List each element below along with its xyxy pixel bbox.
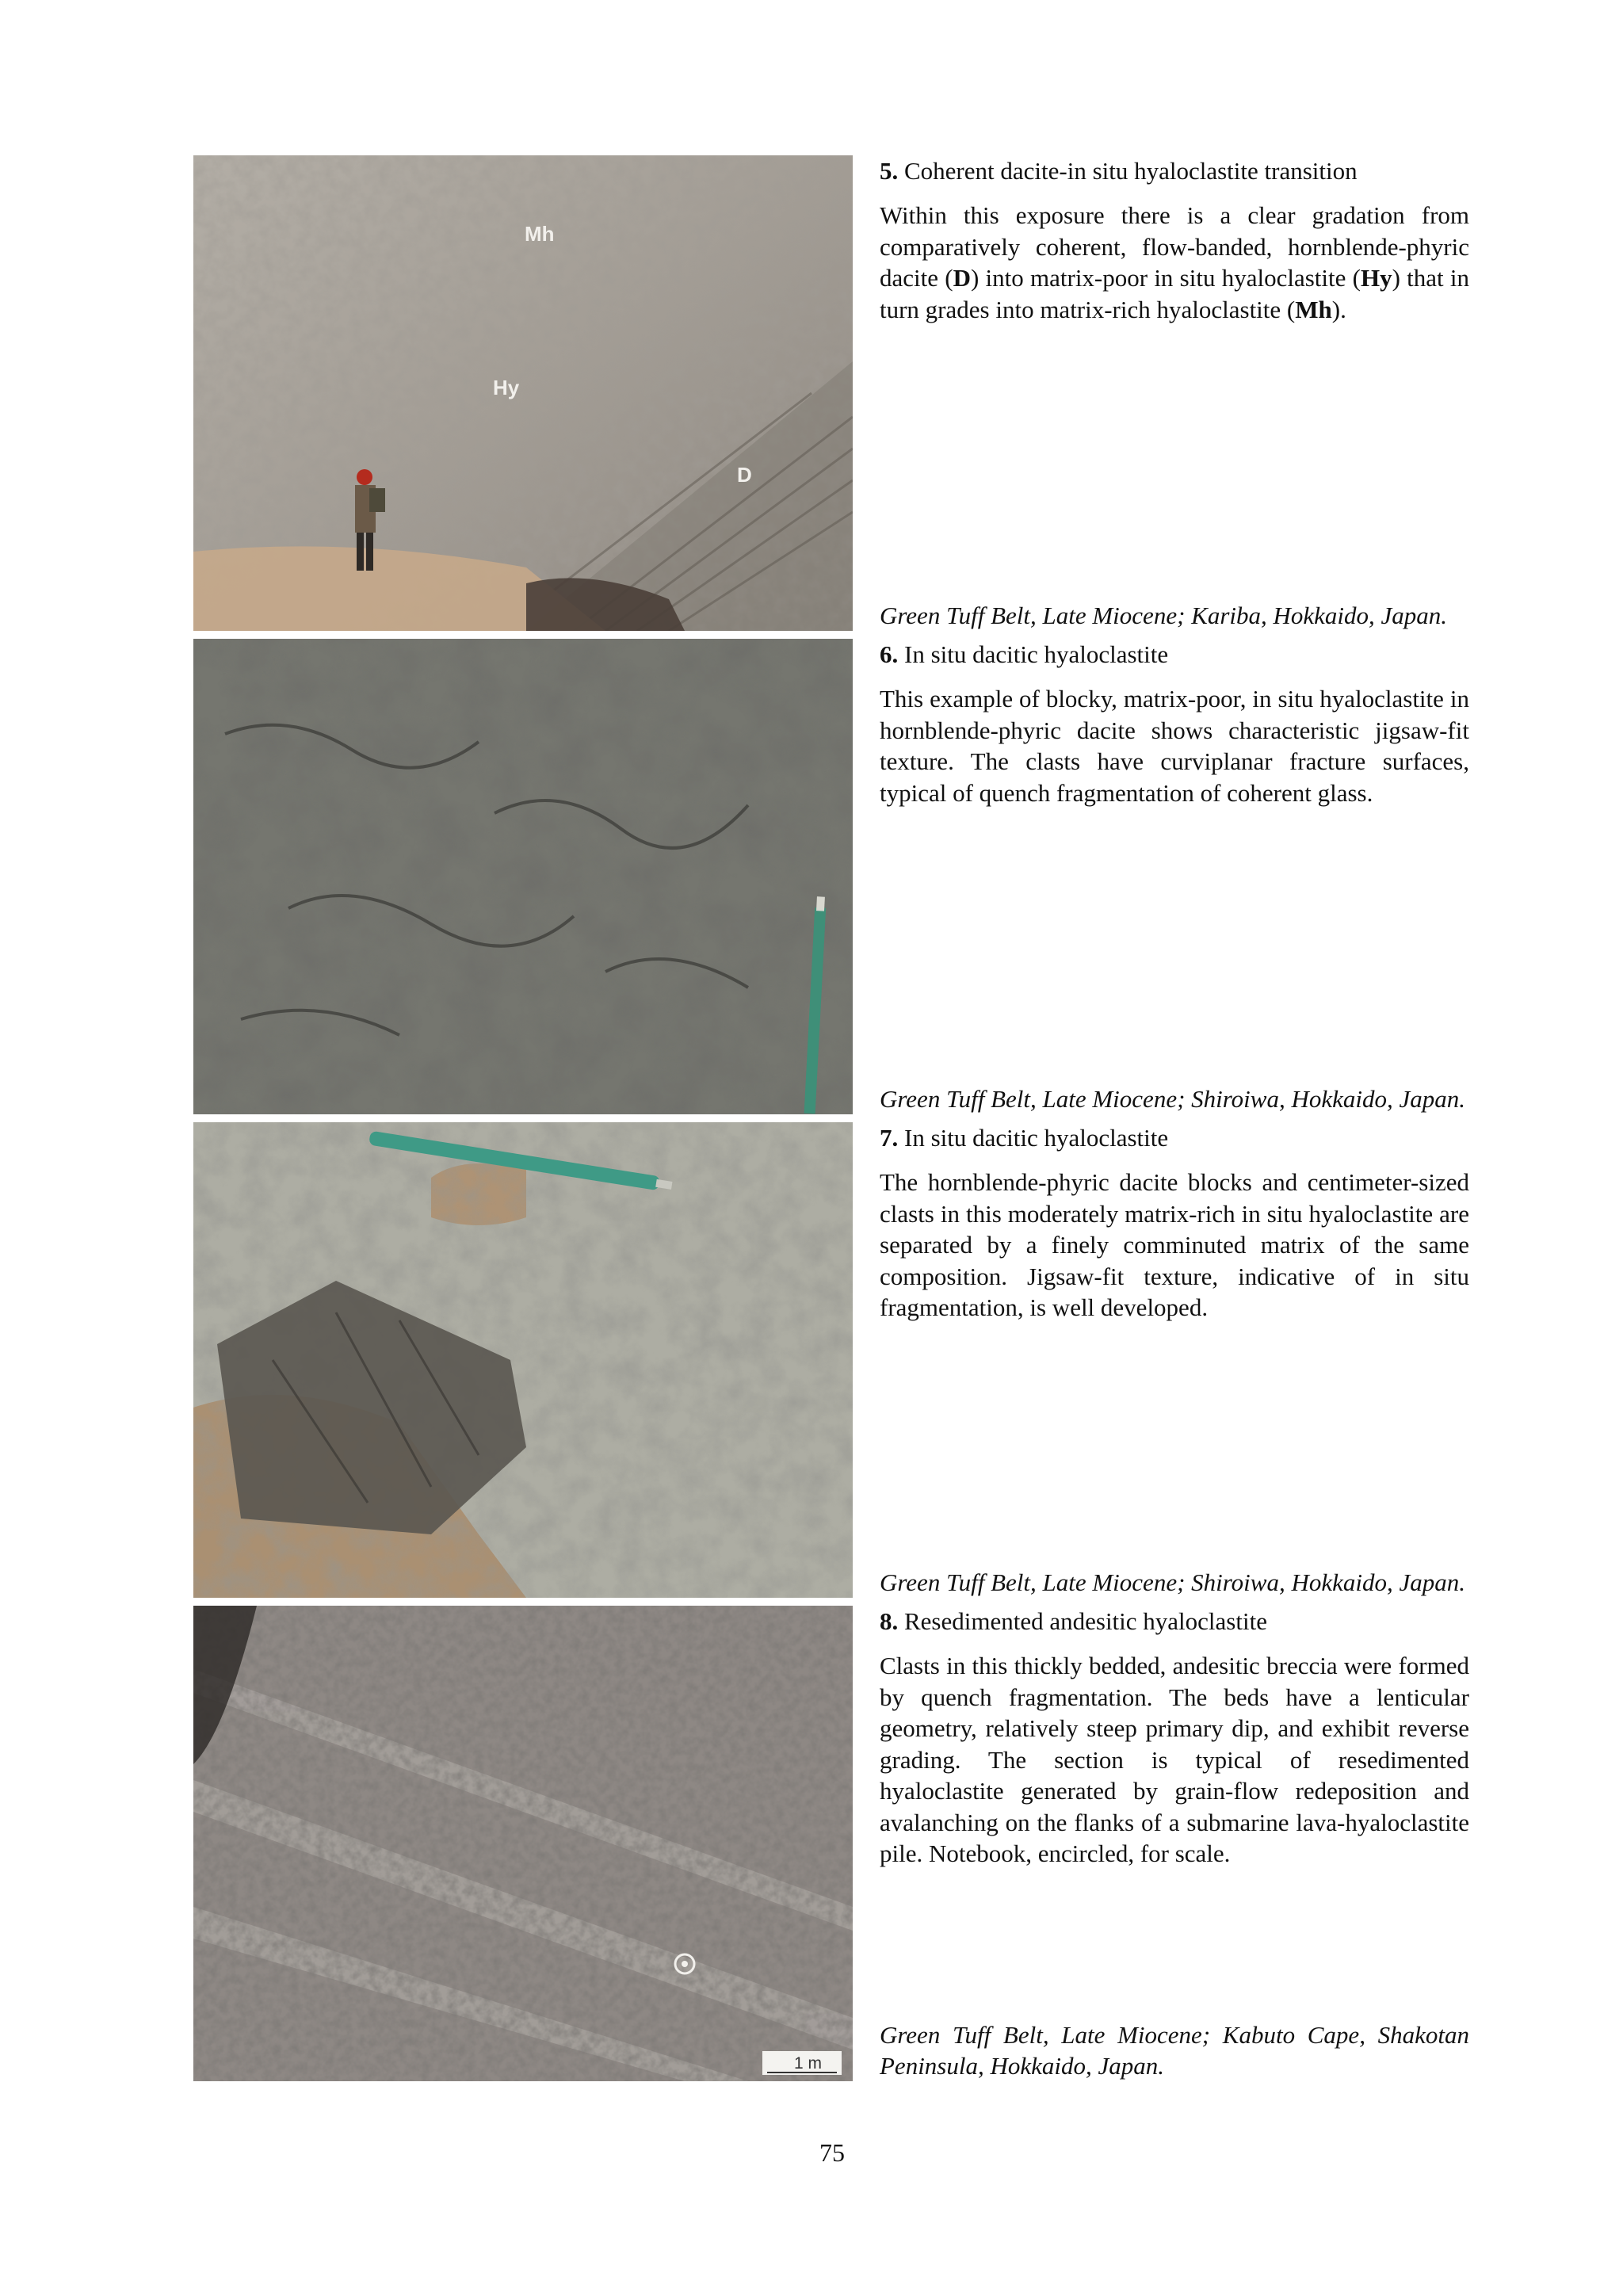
photo-matrix-rich-hyaloclastite — [193, 1122, 853, 1598]
photo-resedimented-breccia — [193, 1606, 853, 2081]
page-number: 75 — [819, 2138, 845, 2167]
caption-block-5 — [880, 155, 1469, 631]
scale-bar-label: 1 m — [794, 2054, 823, 2073]
photo-blocky-hyaloclastite — [193, 639, 853, 1114]
caption-title: 5. Coherent dacite-in situ hyaloclastite transition — [880, 157, 1358, 185]
label-d: D — [737, 463, 752, 487]
photo-plate-6 — [193, 639, 853, 1114]
photo-plate-5 — [193, 155, 853, 631]
caption-title: 8. Resedimented andesitic hyaloclastite — [880, 1607, 1267, 1635]
scale-bar — [762, 2051, 842, 2075]
caption-locality: Green Tuff Belt, Late Miocene; Kariba, Hokkaido, Japan. — [880, 602, 1448, 629]
photo-dacite-hyaloclastite-outcrop — [193, 155, 853, 631]
caption-body: The hornblende-phyric dacite blocks and centimeter-sized clasts in this moderately matrix-rich in situ hyaloclastite are separated by a finely comminuted matrix of the same composition. Jigsaw-fit texture, indicative of in situ fragmentation, is well developed. — [880, 1168, 1469, 1321]
label-mh: Mh — [525, 222, 555, 246]
photo-plate-7 — [193, 1122, 853, 1598]
caption-block-8 — [880, 1606, 1469, 2081]
caption-block-6 — [880, 639, 1469, 1114]
caption-body: This example of blocky, matrix-poor, in situ hyaloclastite in hornblende-phyric dacite shows characteristic jigsaw-fit texture. The clasts have curviplanar fracture surfaces, typical of quench fragmentation of coherent glass. — [880, 685, 1469, 807]
photo-plate-8 — [193, 1606, 853, 2081]
caption-body: Clasts in this thickly bedded, andesitic breccia were formed by quench fragmentation. The beds have a lenticular geometry, relatively steep primary dip, and exhibit reverse grading. The section is typical of resedimented hyaloclastite generated by grain-flow redeposition and avalanching on the flanks of a submarine lava-hyaloclastite pile. Notebook, encircled, for scale. — [880, 1652, 1469, 1867]
caption-block-7 — [880, 1122, 1469, 1598]
label-hy: Hy — [493, 376, 520, 399]
caption-locality: Green Tuff Belt, Late Miocene; Shiroiwa, Hokkaido, Japan. — [880, 1568, 1465, 1596]
caption-title: 6. In situ dacitic hyaloclastite — [880, 640, 1169, 668]
caption-locality: Green Tuff Belt, Late Miocene; Kabuto Cape, Shakotan Peninsula, Hokkaido, Japan. — [880, 2021, 1469, 2080]
caption-title: 7. In situ dacitic hyaloclastite — [880, 1124, 1169, 1152]
caption-body: Within this exposure there is a clear gradation from comparatively coherent, flow-banded, hornblende-phyric dacite (D) into matrix-poor in situ hyaloclastite (Hy) that in turn grades into matrix-rich hyaloclastite (Mh). — [880, 201, 1470, 323]
caption-locality: Green Tuff Belt, Late Miocene; Shiroiwa, Hokkaido, Japan. — [880, 1085, 1465, 1113]
